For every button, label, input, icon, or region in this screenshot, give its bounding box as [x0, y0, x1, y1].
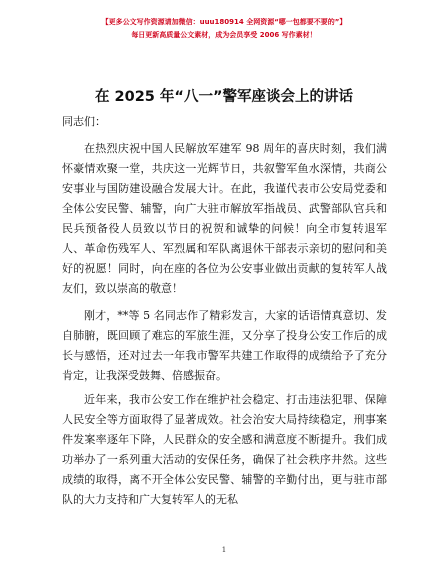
paragraph-2: 刚才，**等 5 名同志作了精彩发言，大家的话语情真意切、发自肺腑，既回顾了难忘的军旅生涯，又分享了投身公安工作后的成长与感悟，还对过去一年我市警军共建工作取得的成绩给予了充分肯定，让我深受鼓舞、倍感振奋。: [62, 309, 387, 382]
document-title: 在 2025 年“八一”警军座谈会上的讲话: [94, 89, 353, 105]
paragraph-1: 在热烈庆祝中国人民解放军建军 98 周年的喜庆时刻，我们满怀豪情欢聚一堂，共庆这一光辉节日，共叙警军鱼水深情，共商公安事业与国防建设融合发展大计。在此，我谨代表市公安局党委和全体公安民警、辅警，向广大驻市解放军指战员、武警部队官兵和民兵预备役人员致以节日的祝贺和诚挚的问候！向全市复转退军人、革命伤残军人、军烈属和军队离退休干部表示亲切的慰问和美好的祝愿！同时，向在座的各位为公安事业做出贡献的复转军人战友们，致以崇高的敬意！: [62, 142, 387, 295]
salutation: 同志们：: [62, 115, 106, 128]
paragraph-3: 近年来，我市公安工作在维护社会稳定、打击违法犯罪、保障人民安全等方面取得了显著成效。社会治安大局持续稳定，刑事案件发案率逐年下降，人民群众的安全感和满意度不断提升。我们成功举办了一系列重大活动的安保任务，确保了社会秩序井然。这些成绩的取得，离不开全体公安民警、辅警的辛勤付出，更与驻市部队的大力支持和广大复转军人的无私: [62, 393, 387, 506]
header-banner-line2: 每日更新高质量公文素材，成为会员享受 2006 写作素材！: [131, 31, 317, 39]
page-number: 1: [221, 546, 227, 554]
header-banner-line1: 【更多公文写作资源请加微信：uuu180914 全网资源“哪一包都要不要的”】: [101, 18, 347, 26]
